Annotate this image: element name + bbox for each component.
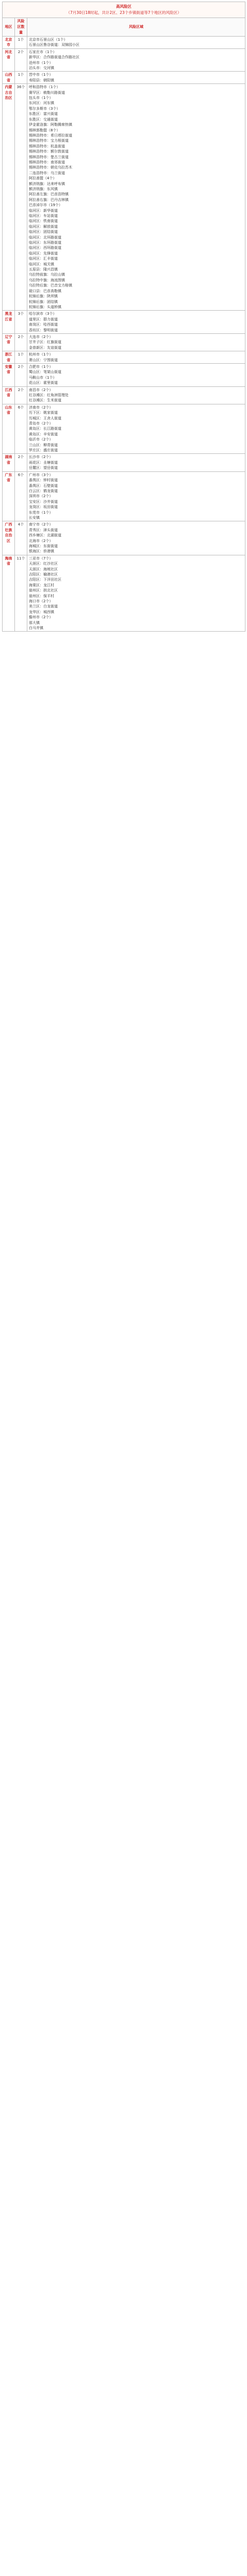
- count-cell: 2个: [15, 48, 27, 72]
- area-line: 锡林浩特市：希日塔拉街道: [29, 133, 72, 138]
- area-line: 长安镇: [29, 515, 40, 520]
- table-title: [3, 2, 245, 18]
- table-row: [3, 471, 245, 521]
- area-line: 临河区：铁南街道: [29, 219, 58, 224]
- area-line: 临河区：西环路街道: [29, 246, 61, 250]
- area-line: 北京市石景山区（1个）: [29, 38, 68, 42]
- area-line: 银海区：侨港镇: [29, 549, 54, 554]
- area-line: 海口市（2个）: [29, 599, 53, 604]
- area-line: 兰山区：柳青街道: [29, 443, 58, 447]
- area-line: 寿阳县：朝阳镇: [29, 78, 54, 82]
- area-line: 临河区：车站街道: [29, 214, 58, 218]
- header-region: 地区: [3, 18, 15, 37]
- area-line: 包头市（1个）: [29, 96, 53, 100]
- area-line: 乌拉特后旗：巴音宝力格镇: [29, 283, 72, 288]
- count-cell: 36个: [15, 84, 27, 311]
- count-cell: 11个: [15, 555, 27, 632]
- area-line: 伊金霍洛旗：阿勒腾席热镇: [29, 123, 72, 127]
- count-cell: 6个: [15, 404, 27, 454]
- areas-cell: [27, 521, 245, 555]
- region-cell: 湖南省: [3, 454, 15, 471]
- area-line: 花山区：霍里街道: [29, 381, 58, 385]
- area-line: 那大镇: [29, 620, 40, 625]
- region-cell: 黑龙江省: [3, 311, 15, 334]
- areas-cell: [27, 351, 245, 364]
- area-line: 济南市（2个）: [29, 405, 53, 410]
- areas-cell: [27, 404, 245, 454]
- area-line: 青秀区：津头街道: [29, 528, 58, 532]
- count-cell: 3个: [15, 311, 27, 334]
- area-line: 磴口县：巴彦高勒镇: [29, 289, 61, 293]
- table-row: [3, 386, 245, 404]
- area-line: 甘井子区：红旗街道: [29, 340, 61, 345]
- area-line: 深圳市（2个）: [29, 494, 53, 499]
- area-line: 崖州区：拱北社区: [29, 588, 58, 593]
- table-row: [3, 84, 245, 311]
- area-line: 二连浩特市：乌兰街道: [29, 171, 65, 175]
- area-line: 临河区：新华街道: [29, 208, 58, 213]
- areas-cell: [27, 37, 245, 49]
- count-cell: 2个: [15, 363, 27, 386]
- region-cell: 广西壮族自治区: [3, 521, 15, 555]
- area-line: 锡林浩特市：额尔敦街道: [29, 149, 69, 154]
- region-cell: 河北省: [3, 48, 15, 72]
- area-line: 锡林浩特市：楚古兰街道: [29, 155, 69, 159]
- areas-cell: [27, 386, 245, 404]
- area-line: 临河区：团结街道: [29, 230, 58, 234]
- table-row: [3, 333, 245, 351]
- area-line: 青岛市（2个）: [29, 421, 53, 426]
- area-line: 北海市（2个）: [29, 538, 53, 543]
- area-line: 合肥市（1个）: [29, 364, 53, 369]
- area-line: 泊头市：交河镇: [29, 66, 54, 71]
- count-cell: 1个: [15, 351, 27, 364]
- area-line: 崖州区：保平村: [29, 594, 54, 598]
- areas-cell: [27, 48, 245, 72]
- area-line: 红谷滩区：生米街道: [29, 398, 61, 403]
- area-line: 广州市（3个）: [29, 472, 53, 477]
- area-line: 杭锦后旗：团结镇: [29, 299, 58, 304]
- area-line: 锡林浩特市：宝力根街道: [29, 139, 69, 143]
- count-cell: 1个: [15, 72, 27, 84]
- area-line: 蜀山区：笔架山街道: [29, 370, 61, 375]
- area-line: 南岗区：哈西街道: [29, 323, 58, 327]
- area-line: 道里区：群力街道: [29, 317, 58, 321]
- area-line: 历下区：姚家街道: [29, 411, 58, 415]
- region-cell: 安徽省: [3, 363, 15, 386]
- title-main: 高风险区: [116, 4, 131, 9]
- area-line: 天涯区：海坡社区: [29, 567, 58, 571]
- area-line: 五原县：隆兴昌镇: [29, 267, 58, 272]
- count-cell: 6个: [15, 471, 27, 521]
- risk-area-table: [2, 2, 245, 632]
- area-line: 金普新区：友谊街道: [29, 345, 61, 350]
- area-line: 东河区：河东镇: [29, 101, 54, 106]
- area-line: 南昌市（2个）: [29, 387, 53, 392]
- table-row: [3, 555, 245, 632]
- area-line: 岳麓区：望岳街道: [29, 466, 58, 470]
- table-row: [3, 351, 245, 364]
- region-cell: 北京市: [3, 37, 15, 49]
- area-line: 临河区：解放街道: [29, 224, 58, 229]
- area-line: 香坊区：黎明街道: [29, 328, 58, 332]
- region-cell: 浙江省: [3, 351, 15, 364]
- area-line: 鄂尔多斯市（3个）: [29, 106, 60, 111]
- areas-cell: [27, 471, 245, 521]
- area-line: 雨花区：圭塘街道: [29, 460, 58, 465]
- area-line: 黄岛区：辛安街道: [29, 432, 58, 436]
- area-line: 杭锦后旗：头道桥镇: [29, 304, 61, 309]
- table-row: [3, 363, 245, 386]
- areas-cell: [27, 363, 245, 386]
- area-line: 历城区：王舍人街道: [29, 416, 61, 420]
- area-line: 杭州市（1个）: [29, 352, 53, 357]
- header-areas: 风险区域: [27, 18, 245, 37]
- area-line: 美兰区：白龙街道: [29, 604, 58, 609]
- title-row: [3, 2, 245, 18]
- area-line: 杭锦后旗：陕坝镇: [29, 294, 58, 299]
- areas-cell: [27, 454, 245, 471]
- title-sub: （7月30日18时起，共计2区、23个乡镇街道等7个地区的风险区）: [66, 10, 182, 15]
- area-line: 锡林浩特市：南郊街道: [29, 160, 65, 164]
- area-line: 石家庄市（1个）: [29, 49, 57, 54]
- area-line: 乌拉特中旗：海流图镇: [29, 278, 65, 282]
- area-line: 东莞市（1个）: [29, 510, 53, 515]
- area-line: 番禺区：石壁街道: [29, 483, 58, 488]
- table-row: [3, 48, 245, 72]
- area-line: 呼和浩特市（1个）: [29, 85, 60, 90]
- area-line: 锡林浩特市：杭盖街道: [29, 144, 65, 148]
- area-line: 西乡塘区：北湖街道: [29, 533, 61, 538]
- area-line: 新华区：合作路街道合作路社区: [29, 55, 79, 60]
- area-line: 锡林郭勒盟（8个）: [29, 128, 60, 132]
- area-line: 沧州市（1个）: [29, 60, 53, 65]
- table-row: [3, 311, 245, 334]
- area-line: 儋州市（2个）: [29, 615, 53, 620]
- region-cell: 广东省: [3, 471, 15, 521]
- area-line: 乌拉特前旗：乌拉山镇: [29, 273, 65, 277]
- area-line: 阿拉善盟（4个）: [29, 176, 57, 181]
- table-row: [3, 37, 245, 49]
- areas-cell: [27, 555, 245, 632]
- area-line: 海棠区：龙江村: [29, 583, 54, 587]
- areas-cell: [27, 333, 245, 351]
- area-line: 临河区：城关镇: [29, 262, 54, 266]
- region-cell: 海南省: [3, 555, 15, 632]
- area-line: 额济纳旗：达来呼布镇: [29, 181, 65, 186]
- area-line: 长沙市（2个）: [29, 455, 53, 460]
- area-line: 临河区：东环路街道: [29, 241, 61, 245]
- area-line: 天涯区：红沙社区: [29, 562, 58, 566]
- area-line: 晋中市（1个）: [29, 73, 53, 77]
- area-line: 石景山区鲁谷街道：双锦园小区: [29, 43, 79, 47]
- area-line: 东胜区：富兴街道: [29, 112, 58, 116]
- areas-cell: [27, 84, 245, 311]
- table-row: [3, 404, 245, 454]
- table-row: [3, 72, 245, 84]
- area-line: 锡林浩特市：朝克乌拉苏木: [29, 165, 72, 170]
- region-cell: 江西省: [3, 386, 15, 404]
- area-line: 罗庄区：盛庄街道: [29, 448, 58, 453]
- area-line: 巴彦淖尔市（19个）: [29, 203, 62, 208]
- region-cell: 山西省: [3, 72, 15, 84]
- area-line: 赛罕区：敕勒川路街道: [29, 90, 65, 95]
- area-line: 南宁市（2个）: [29, 522, 53, 527]
- areas-cell: [27, 72, 245, 84]
- area-line: 马鞍山市（1个）: [29, 375, 57, 380]
- table-row: [3, 454, 245, 471]
- area-line: 临河区：北环路街道: [29, 235, 61, 240]
- area-line: 白马井镇: [29, 626, 43, 631]
- area-line: 萧山区：宁围街道: [29, 358, 58, 362]
- area-line: 番禺区：钟村街道: [29, 478, 58, 483]
- risk-area-document: [2, 2, 245, 632]
- area-line: 龙岗区：坂田街道: [29, 505, 58, 510]
- area-line: 大连市（2个）: [29, 334, 53, 339]
- area-line: 三亚市（7个）: [29, 556, 53, 561]
- area-line: 阿拉善左旗：巴彦浩特镇: [29, 192, 69, 197]
- area-line: 额济纳旗：东风镇: [29, 187, 58, 191]
- count-cell: 4个: [15, 521, 27, 555]
- count-cell: 2个: [15, 454, 27, 471]
- area-line: 哈尔滨市（3个）: [29, 312, 57, 316]
- area-line: 临河区：汇丰街道: [29, 257, 58, 261]
- area-line: 海城区：东街街道: [29, 544, 58, 548]
- area-line: 临河区：先锋街道: [29, 251, 58, 256]
- areas-cell: [27, 311, 245, 334]
- count-cell: 1个: [15, 37, 27, 49]
- area-line: 黄岛区：长江路街道: [29, 427, 61, 431]
- area-line: 吉阳区：下洋田社区: [29, 578, 61, 582]
- header-count: 风险区数量: [15, 18, 27, 37]
- table-row: [3, 521, 245, 555]
- area-line: 白云区：鹤龙街道: [29, 488, 58, 493]
- count-cell: 2个: [15, 386, 27, 404]
- area-line: 临沂市（2个）: [29, 437, 53, 442]
- area-line: 东胜区：交通街道: [29, 117, 58, 122]
- area-line: 宝安区：沙井街道: [29, 499, 58, 504]
- region-cell: 辽宁省: [3, 333, 15, 351]
- header-row: [3, 18, 245, 37]
- region-cell: 山东省: [3, 404, 15, 454]
- area-line: 阿拉善右旗：巴丹吉林镇: [29, 197, 69, 202]
- region-cell: 内蒙古自治区: [3, 84, 15, 311]
- area-line: 红谷滩区：红角洲管理处: [29, 393, 69, 397]
- count-cell: 2个: [15, 333, 27, 351]
- area-line: 吉阳区：榆港社区: [29, 572, 58, 577]
- area-line: 龙华区：城西镇: [29, 609, 54, 614]
